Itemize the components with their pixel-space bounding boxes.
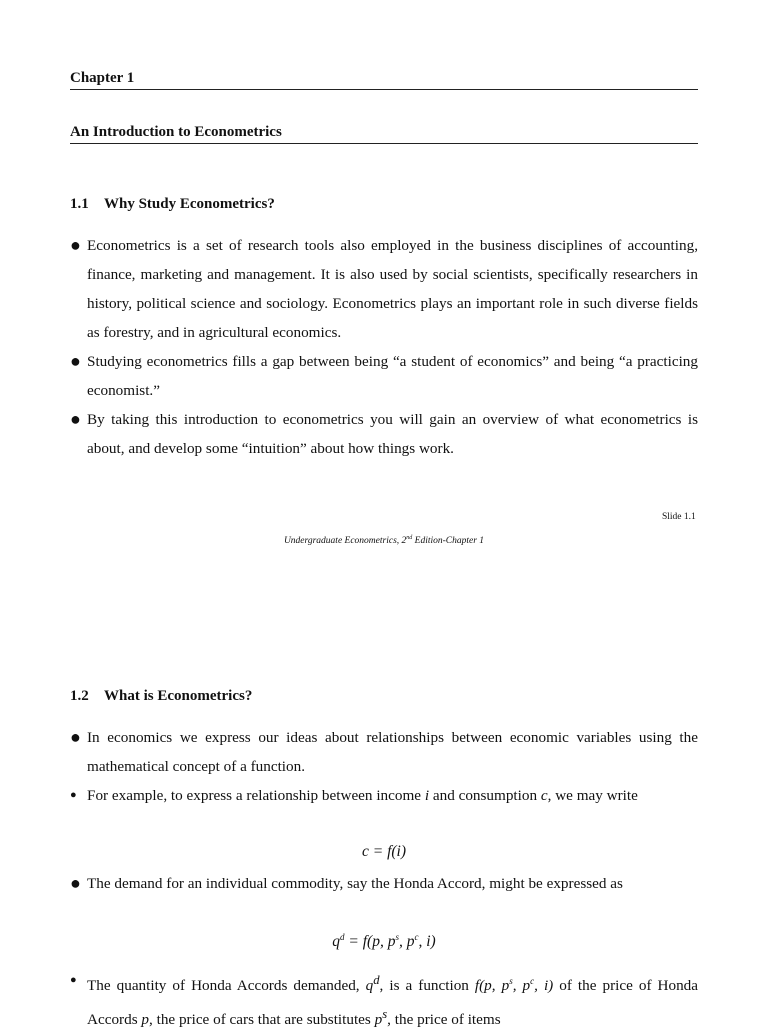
bullet-item [70,231,698,347]
bullet-dot-icon: ● [70,409,81,429]
chapter-title: An Introduction to Econometrics [70,124,698,144]
bullet-item [70,723,698,781]
bullet-text: The quantity of Honda Accords demanded, $q^d$, is a function f(p, $p^s$, $p^c$, i) of the price of Honda Accords p, the price of cars that are substitutes $p^s$, the price of items [87,973,699,1029]
equation-consumption: c = f(i) [361,843,407,860]
bullet-text: Studying econometrics fills a gap between being “a student of economics” and being “a practicing economist.” [87,353,698,399]
bullet-dot-icon: ● [70,974,77,986]
bullet-item [70,869,698,898]
bullet-dot-icon: ● [70,873,81,893]
section-title: What is Econometrics? [104,688,253,704]
bullet-item [70,405,698,463]
bullet-dot-icon: ● [70,235,81,255]
bullet-text: In economics we express our ideas about relationships between economic variables using the mathematical concept of a function. [87,729,698,775]
bullet-text: The demand for an individual commodity, say the Honda Accord, might be expressed as [87,875,623,892]
footer-prefix: Undergraduate Econometrics, 2 [283,536,407,547]
bullet-dot-icon: ● [70,727,81,747]
footer-suffix: Edition-Chapter 1 [412,536,485,547]
equation-demand: $q^d = f(p$, $p^s$, $p^c$, i) [332,932,436,951]
bullet-dot-icon: ● [70,351,81,371]
bullet-dot-icon: ● [70,789,77,801]
slide-number: Slide 1.1 [662,512,696,522]
section-number: 1.1 [70,196,89,212]
section-1-2-heading [70,688,252,705]
bullet-text: By taking this introduction to econometrics you will gain an overview of what econometrics is about, and develop some “intuition” about how things work. [87,411,698,457]
bullet-item [70,781,698,810]
bullet-item [70,347,698,405]
chapter-label: Chapter 1 [70,70,698,90]
section-1-1-heading [70,196,275,213]
bullet-text: Econometrics is a set of research tools also employed in the business disciplines of accounting, finance, marketing and management. It is also used by social scientists, specifically researchers in history, political science and sociology. Econometrics plays an important role in such diverse fields as forestry, and in agricultural economics. [87,237,698,341]
section-number: 1.2 [70,688,89,704]
slide-footer [0,535,768,546]
section-title: Why Study Econometrics? [104,196,275,212]
footer-sup: nd [406,535,413,541]
bullet-text: For example, to express a relationship between income i and consumption c, we may write [87,787,638,804]
